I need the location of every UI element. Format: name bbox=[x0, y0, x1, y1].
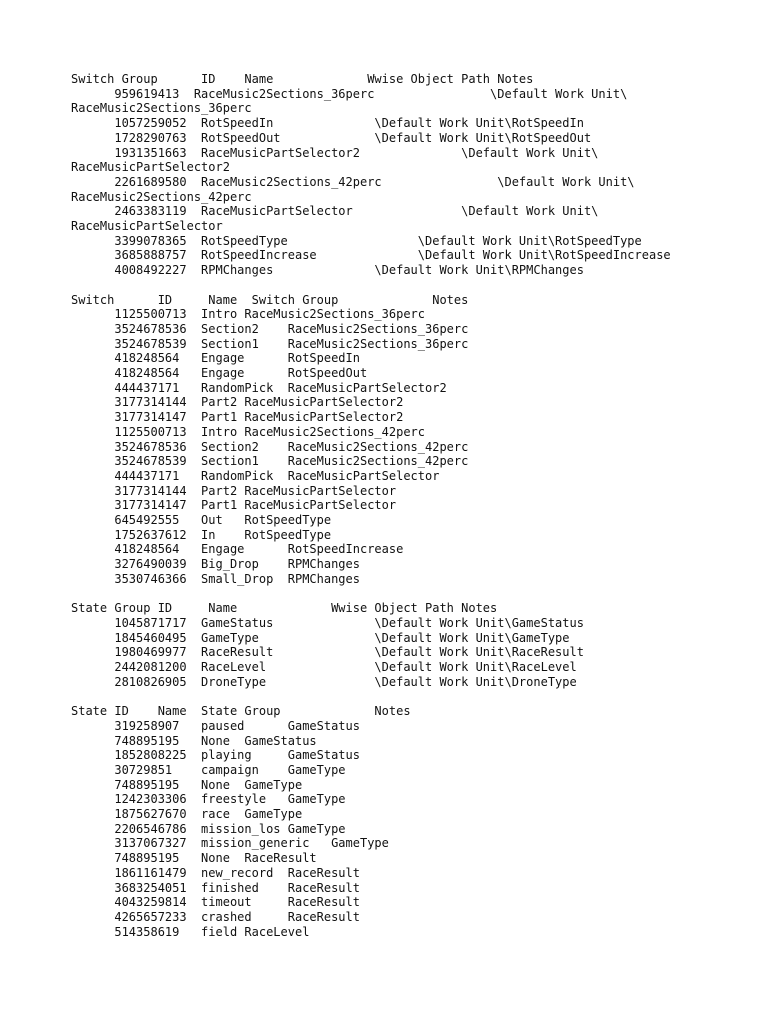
text-line: 1125500713 Intro RaceMusic2Sections_36perc bbox=[71, 307, 426, 322]
text-line: 418248564 Engage RotSpeedIn bbox=[71, 351, 360, 366]
text-line: 1728290763 RotSpeedOut \Default Work Unit\RotSpeedOut bbox=[71, 130, 592, 145]
text-line: 1242303306 freestyle GameType bbox=[71, 792, 346, 807]
text-line bbox=[71, 587, 768, 602]
text-line: 1752637612 In RotSpeedType bbox=[71, 527, 332, 542]
text-line bbox=[71, 689, 768, 704]
text-line: 3177314144 Part2 RaceMusicPartSelector bbox=[71, 483, 397, 498]
text-line: 3177314144 Part2 RaceMusicPartSelector2 bbox=[71, 395, 404, 410]
text-line: 1125500713 Intro RaceMusic2Sections_42perc bbox=[71, 424, 426, 439]
text-line: 3530746366 Small_Drop RPMChanges bbox=[71, 571, 360, 586]
text-line: 3177314147 Part1 RaceMusicPartSelector bbox=[71, 498, 397, 513]
text-line: 418248564 Engage RotSpeedOut bbox=[71, 366, 368, 380]
text-line: 748895195 None GameStatus bbox=[71, 733, 317, 748]
text-line: State ID Name State Group Notes bbox=[71, 704, 411, 719]
text-line: 2206546786 mission_los GameType bbox=[71, 821, 346, 836]
text-line: 3524678536 Section2 RaceMusic2Sections_42perc bbox=[71, 439, 469, 454]
text-line bbox=[71, 278, 768, 293]
text-line: 2442081200 RaceLevel \Default Work Unit\RaceLevel bbox=[71, 660, 577, 674]
text-line: 1057259052 RotSpeedIn \Default Work Unit\RotSpeedIn bbox=[71, 116, 584, 131]
text-line: 1875627670 race GameType bbox=[71, 807, 303, 821]
text-line: 3524678536 Section2 RaceMusic2Sections_36perc bbox=[71, 321, 469, 336]
text-line: 444437171 RandomPick RaceMusicPartSelector bbox=[71, 468, 440, 483]
text-line: RaceMusic2Sections_42perc bbox=[71, 189, 252, 204]
text-line: 3137067327 mission_generic GameType bbox=[71, 836, 389, 851]
text-line: 2810826905 DroneType \Default Work Unit\DroneType bbox=[71, 674, 577, 689]
text-line: 748895195 None RaceResult bbox=[71, 851, 317, 866]
text-line: 3685888757 RotSpeedIncrease \Default Work Unit\RotSpeedIncrease bbox=[71, 248, 671, 263]
text-line: 748895195 None GameType bbox=[71, 777, 303, 792]
text-line: RaceMusic2Sections_36perc bbox=[71, 101, 252, 116]
text-line: 514358619 field RaceLevel bbox=[71, 924, 310, 939]
text-line: 4043259814 timeout RaceResult bbox=[71, 895, 360, 910]
text-line: 444437171 RandomPick RaceMusicPartSelector2 bbox=[71, 380, 447, 395]
text-line: 3524678539 Section1 RaceMusic2Sections_42perc bbox=[71, 454, 469, 469]
text-line: Switch Group ID Name Wwise Object Path Notes bbox=[71, 72, 534, 86]
text-line: 3524678539 Section1 RaceMusic2Sections_36perc bbox=[71, 336, 469, 351]
text-line: 1852808225 playing GameStatus bbox=[71, 748, 360, 763]
text-line: 1980469977 RaceResult \Default Work Unit\RaceResult bbox=[71, 645, 584, 660]
text-line: 3177314147 Part1 RaceMusicPartSelector2 bbox=[71, 410, 404, 425]
text-line: 3399078365 RotSpeedType \Default Work Unit\RotSpeedType bbox=[71, 233, 642, 248]
text-line: 319258907 paused GameStatus bbox=[71, 718, 360, 733]
text-line: 2463383119 RaceMusicPartSelector \Default Work Unit\ bbox=[71, 204, 599, 219]
text-line: 1045871717 GameStatus \Default Work Unit\GameStatus bbox=[71, 615, 584, 630]
text-line: State Group ID Name Wwise Object Path Notes bbox=[71, 601, 498, 616]
text-line: 1845460495 GameType \Default Work Unit\GameType bbox=[71, 630, 570, 645]
text-line: RaceMusicPartSelector2 bbox=[71, 160, 230, 175]
text-line: 1931351663 RaceMusicPartSelector2 \Default Work Unit\ bbox=[71, 145, 599, 160]
text-line: 30729851 campaign GameType bbox=[71, 762, 346, 777]
text-line: 2261689580 RaceMusic2Sections_42perc \Default Work Unit\ bbox=[71, 174, 635, 189]
text-line: 4265657233 crashed RaceResult bbox=[71, 909, 360, 924]
text-line: Switch ID Name Switch Group Notes bbox=[71, 292, 469, 307]
text-line: 959619413 RaceMusic2Sections_36perc \Default Work Unit\ bbox=[71, 86, 628, 101]
text-line: RaceMusicPartSelector bbox=[71, 219, 223, 233]
text-line: 1861161479 new_record RaceResult bbox=[71, 865, 360, 880]
text-line: 645492555 Out RotSpeedType bbox=[71, 513, 332, 527]
text-line: 4008492227 RPMChanges \Default Work Unit\RPMChanges bbox=[71, 263, 584, 278]
text-line: 3683254051 finished RaceResult bbox=[71, 880, 360, 895]
text-line: 418248564 Engage RotSpeedIncrease bbox=[71, 542, 404, 557]
text-line: 3276490039 Big_Drop RPMChanges bbox=[71, 557, 360, 572]
